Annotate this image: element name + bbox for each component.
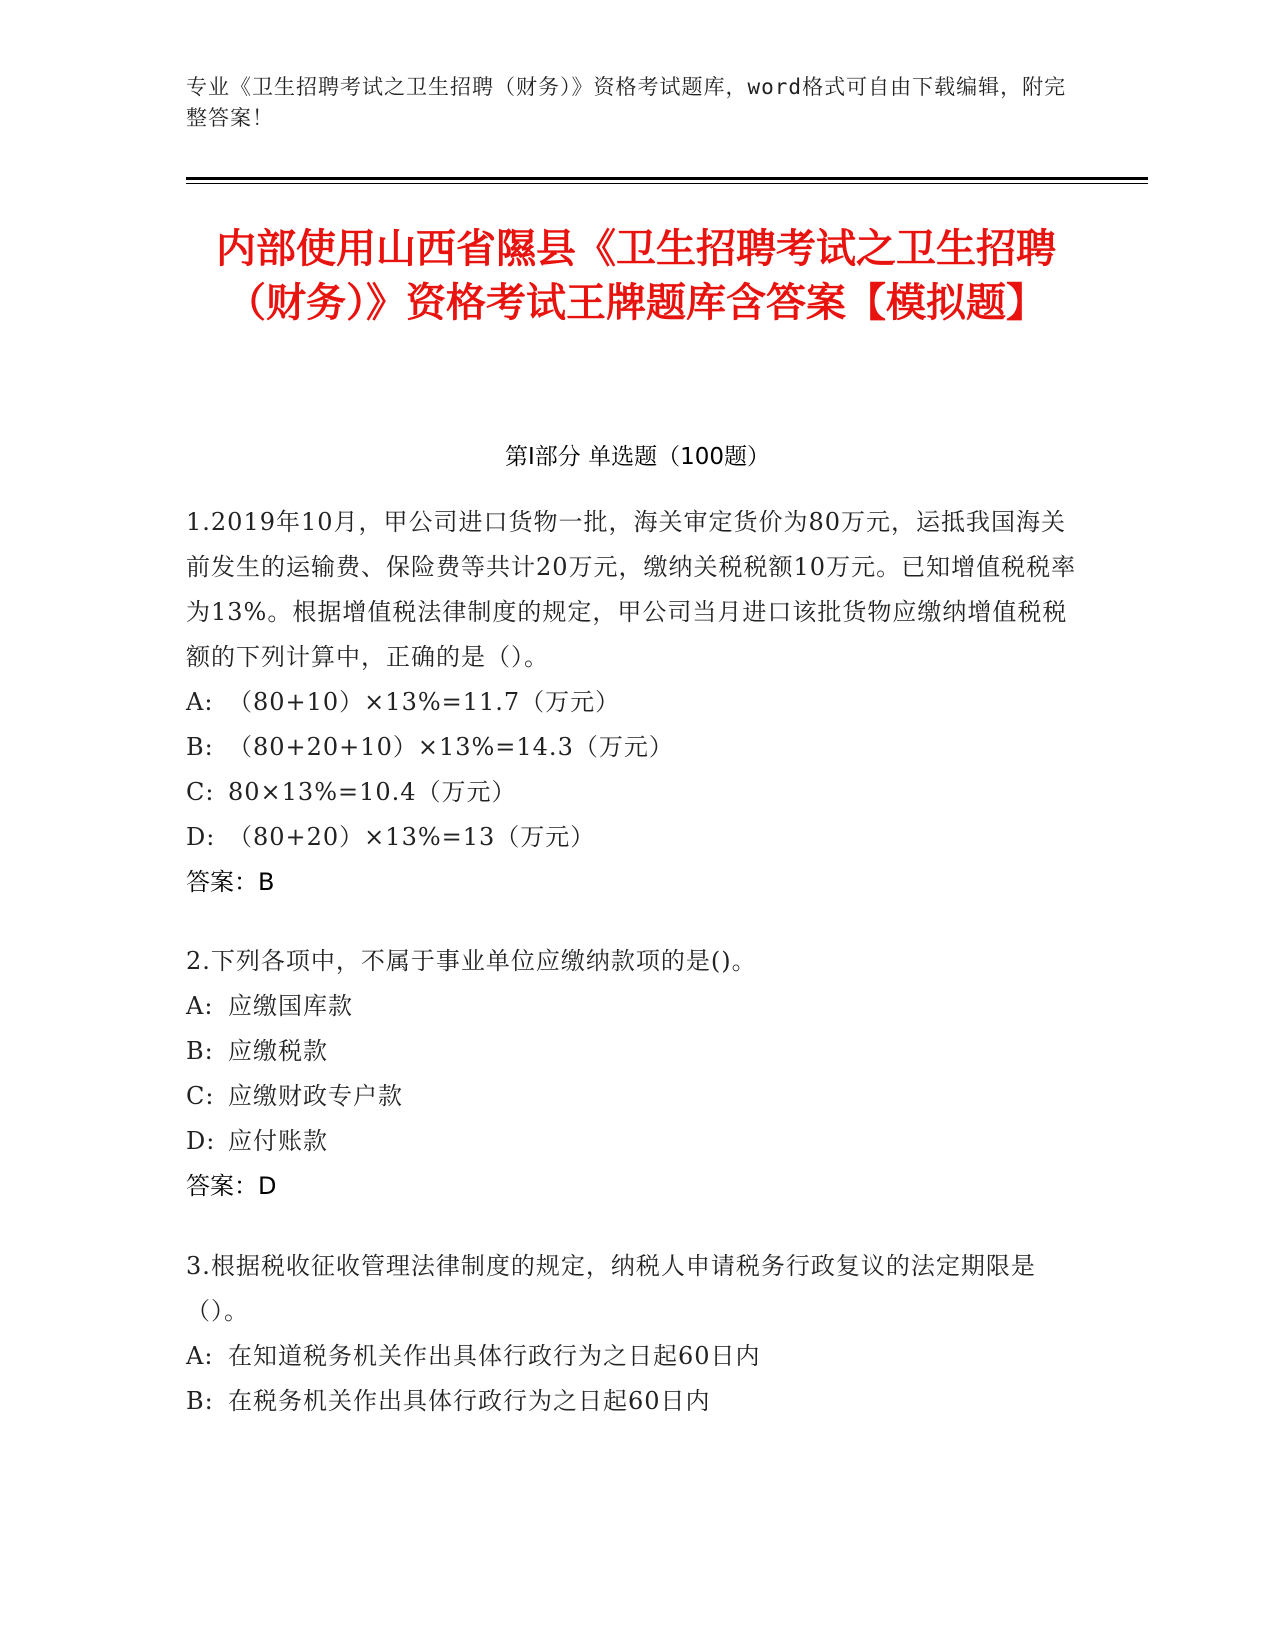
- option-key: C:: [186, 778, 215, 806]
- option-key: D:: [186, 823, 216, 851]
- option-text: 应付账款: [228, 1127, 328, 1155]
- option-c: [186, 770, 1086, 815]
- question-1: [186, 500, 1086, 905]
- option-key: B:: [186, 1037, 214, 1065]
- section-heading: 第Ⅰ部分 单选题（100题）: [505, 444, 770, 470]
- answer-line: 答案：B: [186, 868, 275, 896]
- question-stem: 2.下列各项中，不属于事业单位应缴纳款项的是()。: [186, 947, 757, 975]
- header-rule-thin: [186, 183, 1148, 184]
- option-text: 应缴财政专户款: [228, 1082, 403, 1110]
- option-key: A:: [186, 1342, 214, 1370]
- option-text: 应缴税款: [228, 1037, 328, 1065]
- option-text: （80+20）×13%=13（万元）: [228, 823, 596, 851]
- option-key: C:: [186, 1082, 215, 1110]
- question-stem: 3.根据税收征收管理法律制度的规定，纳税人申请税务行政复议的法定期限是（）。: [186, 1252, 1036, 1325]
- option-b: [186, 1029, 1086, 1074]
- option-text: 应缴国库款: [228, 992, 353, 1020]
- answer-line: 答案：D: [186, 1172, 277, 1200]
- option-d: [186, 815, 1086, 860]
- option-a: [186, 1334, 1086, 1379]
- option-c: [186, 1074, 1086, 1119]
- option-key: A:: [186, 992, 214, 1020]
- option-text: （80+10）×13%=11.7（万元）: [228, 688, 621, 716]
- document-title: 内部使用山西省隰县《卫生招聘考试之卫生招聘（财务）》资格考试王牌题库含答案【模拟题】: [216, 226, 1056, 326]
- option-d: [186, 1119, 1086, 1164]
- option-text: 在税务机关作出具体行政行为之日起60日内: [228, 1387, 711, 1415]
- option-key: B:: [186, 1387, 214, 1415]
- option-text: 在知道税务机关作出具体行政行为之日起60日内: [228, 1342, 761, 1370]
- header-rule-thick: [186, 177, 1148, 180]
- question-3: [186, 1244, 1086, 1424]
- option-key: A:: [186, 688, 214, 716]
- option-b: [186, 725, 1086, 770]
- option-text: （80+20+10）×13%=14.3（万元）: [228, 733, 674, 761]
- option-key: B:: [186, 733, 214, 761]
- option-b: [186, 1379, 1086, 1424]
- option-a: [186, 680, 1086, 725]
- option-key: D:: [186, 1127, 216, 1155]
- question-stem: 1.2019年10月，甲公司进口货物一批，海关审定货价为80万元，运抵我国海关前发生的运输费、保险费等共计20万元，缴纳关税税额10万元。已知增值税税率为13%。根据增值税法律制度的规定，甲公司当月进口该批货物应缴纳增值税税额的下列计算中，正确的是（）。: [186, 508, 1077, 671]
- option-text: 80×13%=10.4（万元）: [228, 778, 517, 806]
- option-a: [186, 984, 1086, 1029]
- header-note: 专业《卫生招聘考试之卫生招聘（财务）》资格考试题库，word格式可自由下载编辑，附完整答案！: [186, 75, 1067, 130]
- question-2: [186, 939, 1086, 1209]
